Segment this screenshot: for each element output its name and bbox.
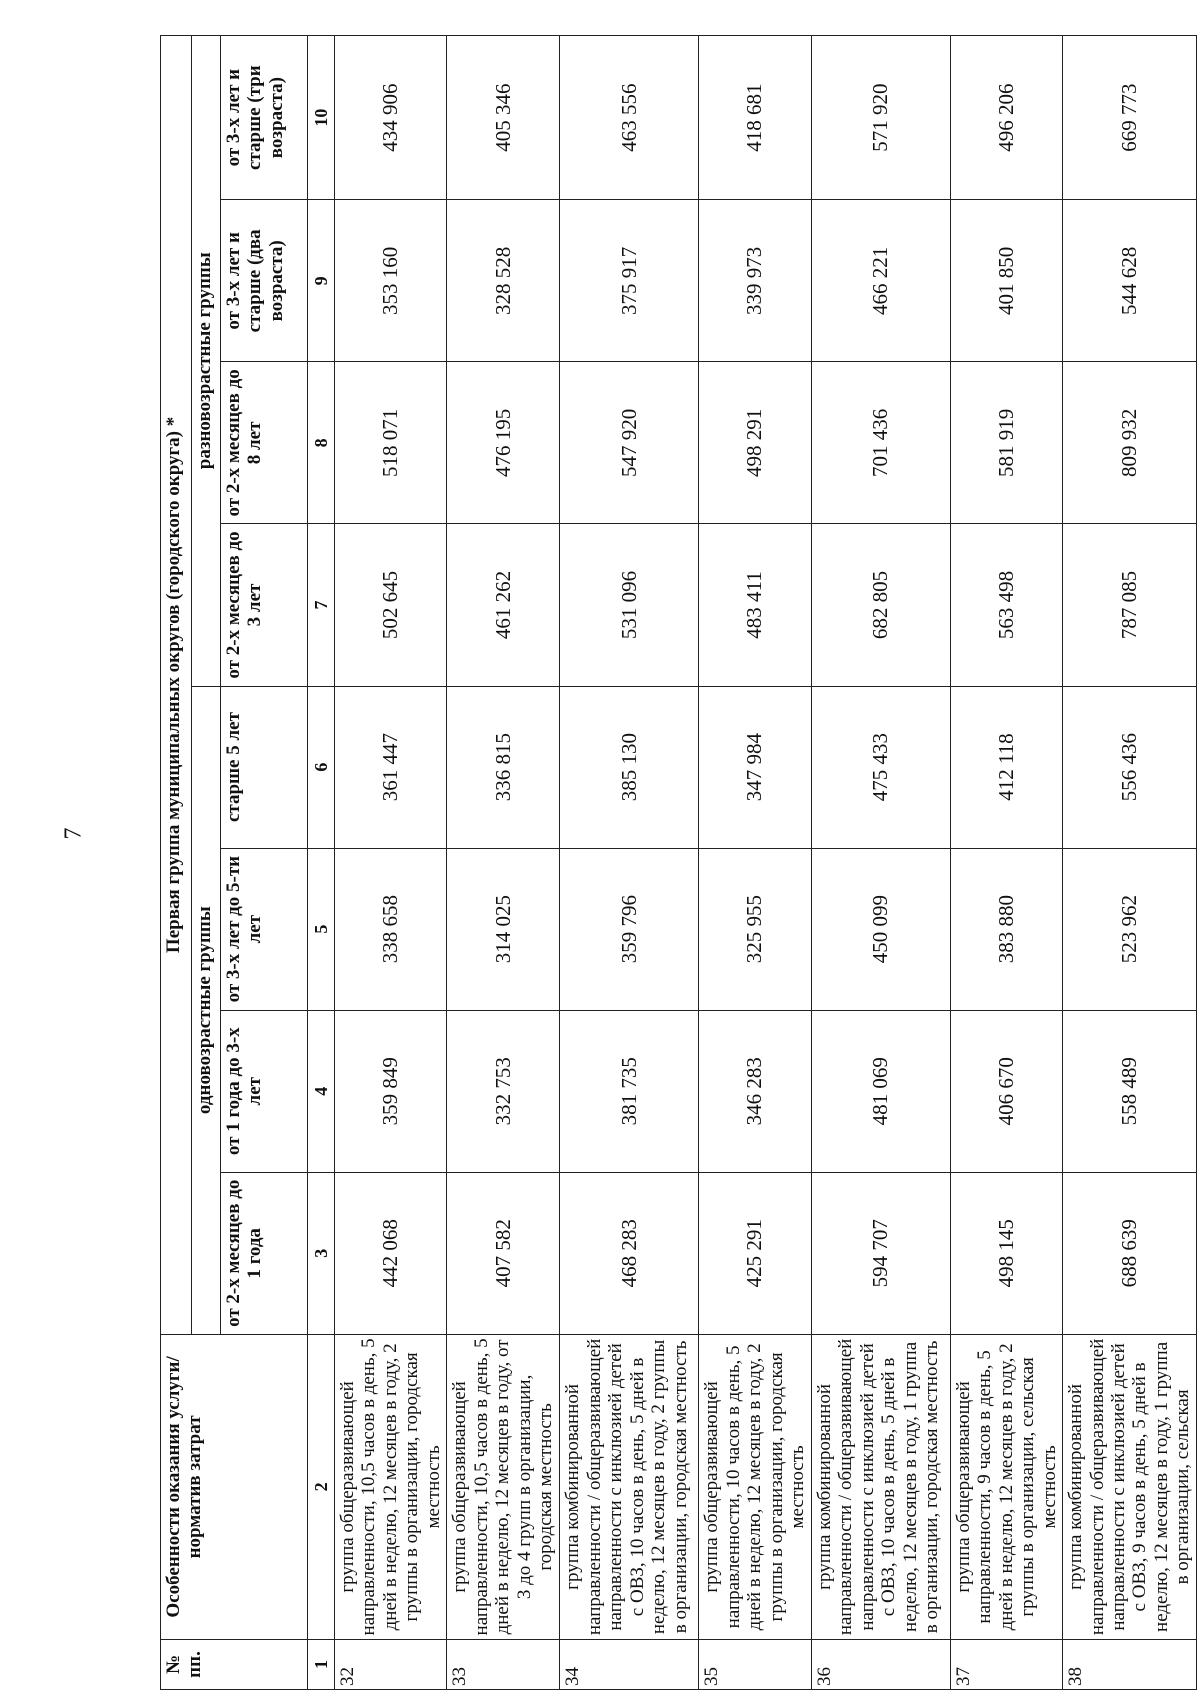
table-row [1063, 36, 1197, 1690]
table-row [447, 36, 560, 1690]
row-number: 38 [1063, 1639, 1197, 1689]
cell-value: 809 932 [1063, 362, 1197, 524]
col-number: 2 [308, 1334, 335, 1639]
cell-value: 571 920 [811, 36, 950, 200]
cell-value: 461 262 [447, 524, 560, 686]
row-description: группа общеразвивающей направленности, 10,5 часов в день, 5 дней в неделю, 12 месяцев в году, 2 группы в организации, городская местность [335, 1334, 447, 1639]
row-number: 35 [699, 1639, 811, 1689]
cell-value: 359 849 [335, 1010, 447, 1172]
cell-value: 468 283 [560, 1172, 699, 1334]
header-col-10: от 3-х лет и старше (три возраста) [221, 36, 308, 200]
cell-value: 359 796 [560, 848, 699, 1010]
row-description: группа комбинированной направленности / общеразвивающей направленности с инклюзией детей с ОВЗ, 9 часов в день, 5 дней в неделю, 12 месяцев в году, 1 группа в организации, сельская [1063, 1334, 1197, 1639]
row-description: группа комбинированной направленности / общеразвивающей направленности с инклюзией детей с ОВЗ, 10 часов в день, 5 дней в неделю, 12 месяцев в году, 1 группа в организации, городская местность [811, 1334, 950, 1639]
row-number: 32 [335, 1639, 447, 1689]
header-col-8: от 2-х месяцев до 8 лет [221, 362, 308, 524]
cell-value: 401 850 [950, 200, 1062, 362]
cell-value: 594 707 [811, 1172, 950, 1334]
cell-value: 701 436 [811, 362, 950, 524]
cell-value: 336 815 [447, 686, 560, 848]
cost-norms-table [160, 35, 1197, 1690]
cell-value: 385 130 [560, 686, 699, 848]
cell-value: 544 628 [1063, 200, 1197, 362]
cell-value: 442 068 [335, 1172, 447, 1334]
header-num: № пп. [161, 1639, 308, 1689]
cell-value: 418 681 [699, 36, 811, 200]
col-number: 1 [308, 1639, 335, 1689]
cell-value: 434 906 [335, 36, 447, 200]
header-same-age: одновозрастные группы [192, 686, 221, 1334]
row-number: 33 [447, 1639, 560, 1689]
header-col-6: старше 5 лет [221, 686, 308, 848]
cell-value: 682 805 [811, 524, 950, 686]
header-group-title: Первая группа муниципальных округов (городского округа) * [161, 36, 192, 1335]
row-number: 37 [950, 1639, 1062, 1689]
cell-value: 547 920 [560, 362, 699, 524]
cell-value: 406 670 [950, 1010, 1062, 1172]
row-number: 34 [560, 1639, 699, 1689]
col-number: 5 [308, 848, 335, 1010]
row-number: 36 [811, 1639, 950, 1689]
cell-value: 347 984 [699, 686, 811, 848]
cell-value: 496 206 [950, 36, 1062, 200]
cell-value: 346 283 [699, 1010, 811, 1172]
col-number: 4 [308, 1010, 335, 1172]
cell-value: 581 919 [950, 362, 1062, 524]
cell-value: 361 447 [335, 686, 447, 848]
cell-value: 339 973 [699, 200, 811, 362]
cell-value: 338 658 [335, 848, 447, 1010]
cell-value: 518 071 [335, 362, 447, 524]
row-description: группа комбинированной направленности / общеразвивающей направленности с инклюзией детей с ОВЗ, 10 часов в день, 5 дней в неделю, 12 месяцев в году, 2 группы в организации, городская местность [560, 1334, 699, 1639]
cell-value: 463 556 [560, 36, 699, 200]
cell-value: 563 498 [950, 524, 1062, 686]
cell-value: 531 096 [560, 524, 699, 686]
cell-value: 405 346 [447, 36, 560, 200]
header-col-3: от 2-х месяцев до 1 года [221, 1172, 308, 1334]
cell-value: 450 099 [811, 848, 950, 1010]
cell-value: 425 291 [699, 1172, 811, 1334]
cell-value: 466 221 [811, 200, 950, 362]
cell-value: 498 291 [699, 362, 811, 524]
cell-value: 558 489 [1063, 1010, 1197, 1172]
cell-value: 407 582 [447, 1172, 560, 1334]
cell-value: 325 955 [699, 848, 811, 1010]
header-mixed-age: разновозрастные группы [192, 36, 221, 687]
row-description: группа общеразвивающей направленности, 10,5 часов в день, 5 дней в неделю, 12 месяцев в году, от 3 до 4 групп в организации, городская местность [447, 1334, 560, 1639]
cell-value: 556 436 [1063, 686, 1197, 848]
cell-value: 375 917 [560, 200, 699, 362]
header-col-9: от 3-х лет и старше (два возраста) [221, 200, 308, 362]
rotated-table-container [160, 35, 1194, 1690]
cell-value: 475 433 [811, 686, 950, 848]
page-number: 7 [60, 827, 87, 840]
col-number: 9 [308, 200, 335, 362]
row-description: группа общеразвивающей направленности, 10 часов в день, 5 дней в неделю, 12 месяцев в году, 2 группы в организации, городская местность [699, 1334, 811, 1639]
row-description: группа общеразвивающей направленности, 9 часов в день, 5 дней в неделю, 12 месяцев в году, 2 группы в организации, сельская местность [950, 1334, 1062, 1639]
cell-value: 523 962 [1063, 848, 1197, 1010]
cell-value: 787 085 [1063, 524, 1197, 686]
cell-value: 412 118 [950, 686, 1062, 848]
col-number: 6 [308, 686, 335, 848]
cell-value: 314 025 [447, 848, 560, 1010]
table-row [811, 36, 950, 1690]
cell-value: 481 069 [811, 1010, 950, 1172]
cell-value: 498 145 [950, 1172, 1062, 1334]
cell-value: 688 639 [1063, 1172, 1197, 1334]
header-col-4: от 1 года до 3-х лет [221, 1010, 308, 1172]
col-number: 8 [308, 362, 335, 524]
cell-value: 669 773 [1063, 36, 1197, 200]
header-desc: Особенности оказания услуги/норматив затрат [161, 1334, 308, 1639]
col-number: 10 [308, 36, 335, 200]
header-col-5: от 3-х лет до 5-ти лет [221, 848, 308, 1010]
cell-value: 353 160 [335, 200, 447, 362]
cell-value: 328 528 [447, 200, 560, 362]
table-row [699, 36, 811, 1690]
cell-value: 502 645 [335, 524, 447, 686]
table-row [560, 36, 699, 1690]
cell-value: 381 735 [560, 1010, 699, 1172]
cell-value: 483 411 [699, 524, 811, 686]
cell-value: 383 880 [950, 848, 1062, 1010]
cell-value: 332 753 [447, 1010, 560, 1172]
table-row [335, 36, 447, 1690]
col-number: 3 [308, 1172, 335, 1334]
cell-value: 476 195 [447, 362, 560, 524]
col-number: 7 [308, 524, 335, 686]
table-row [950, 36, 1062, 1690]
header-col-7: от 2-х месяцев до 3 лет [221, 524, 308, 686]
